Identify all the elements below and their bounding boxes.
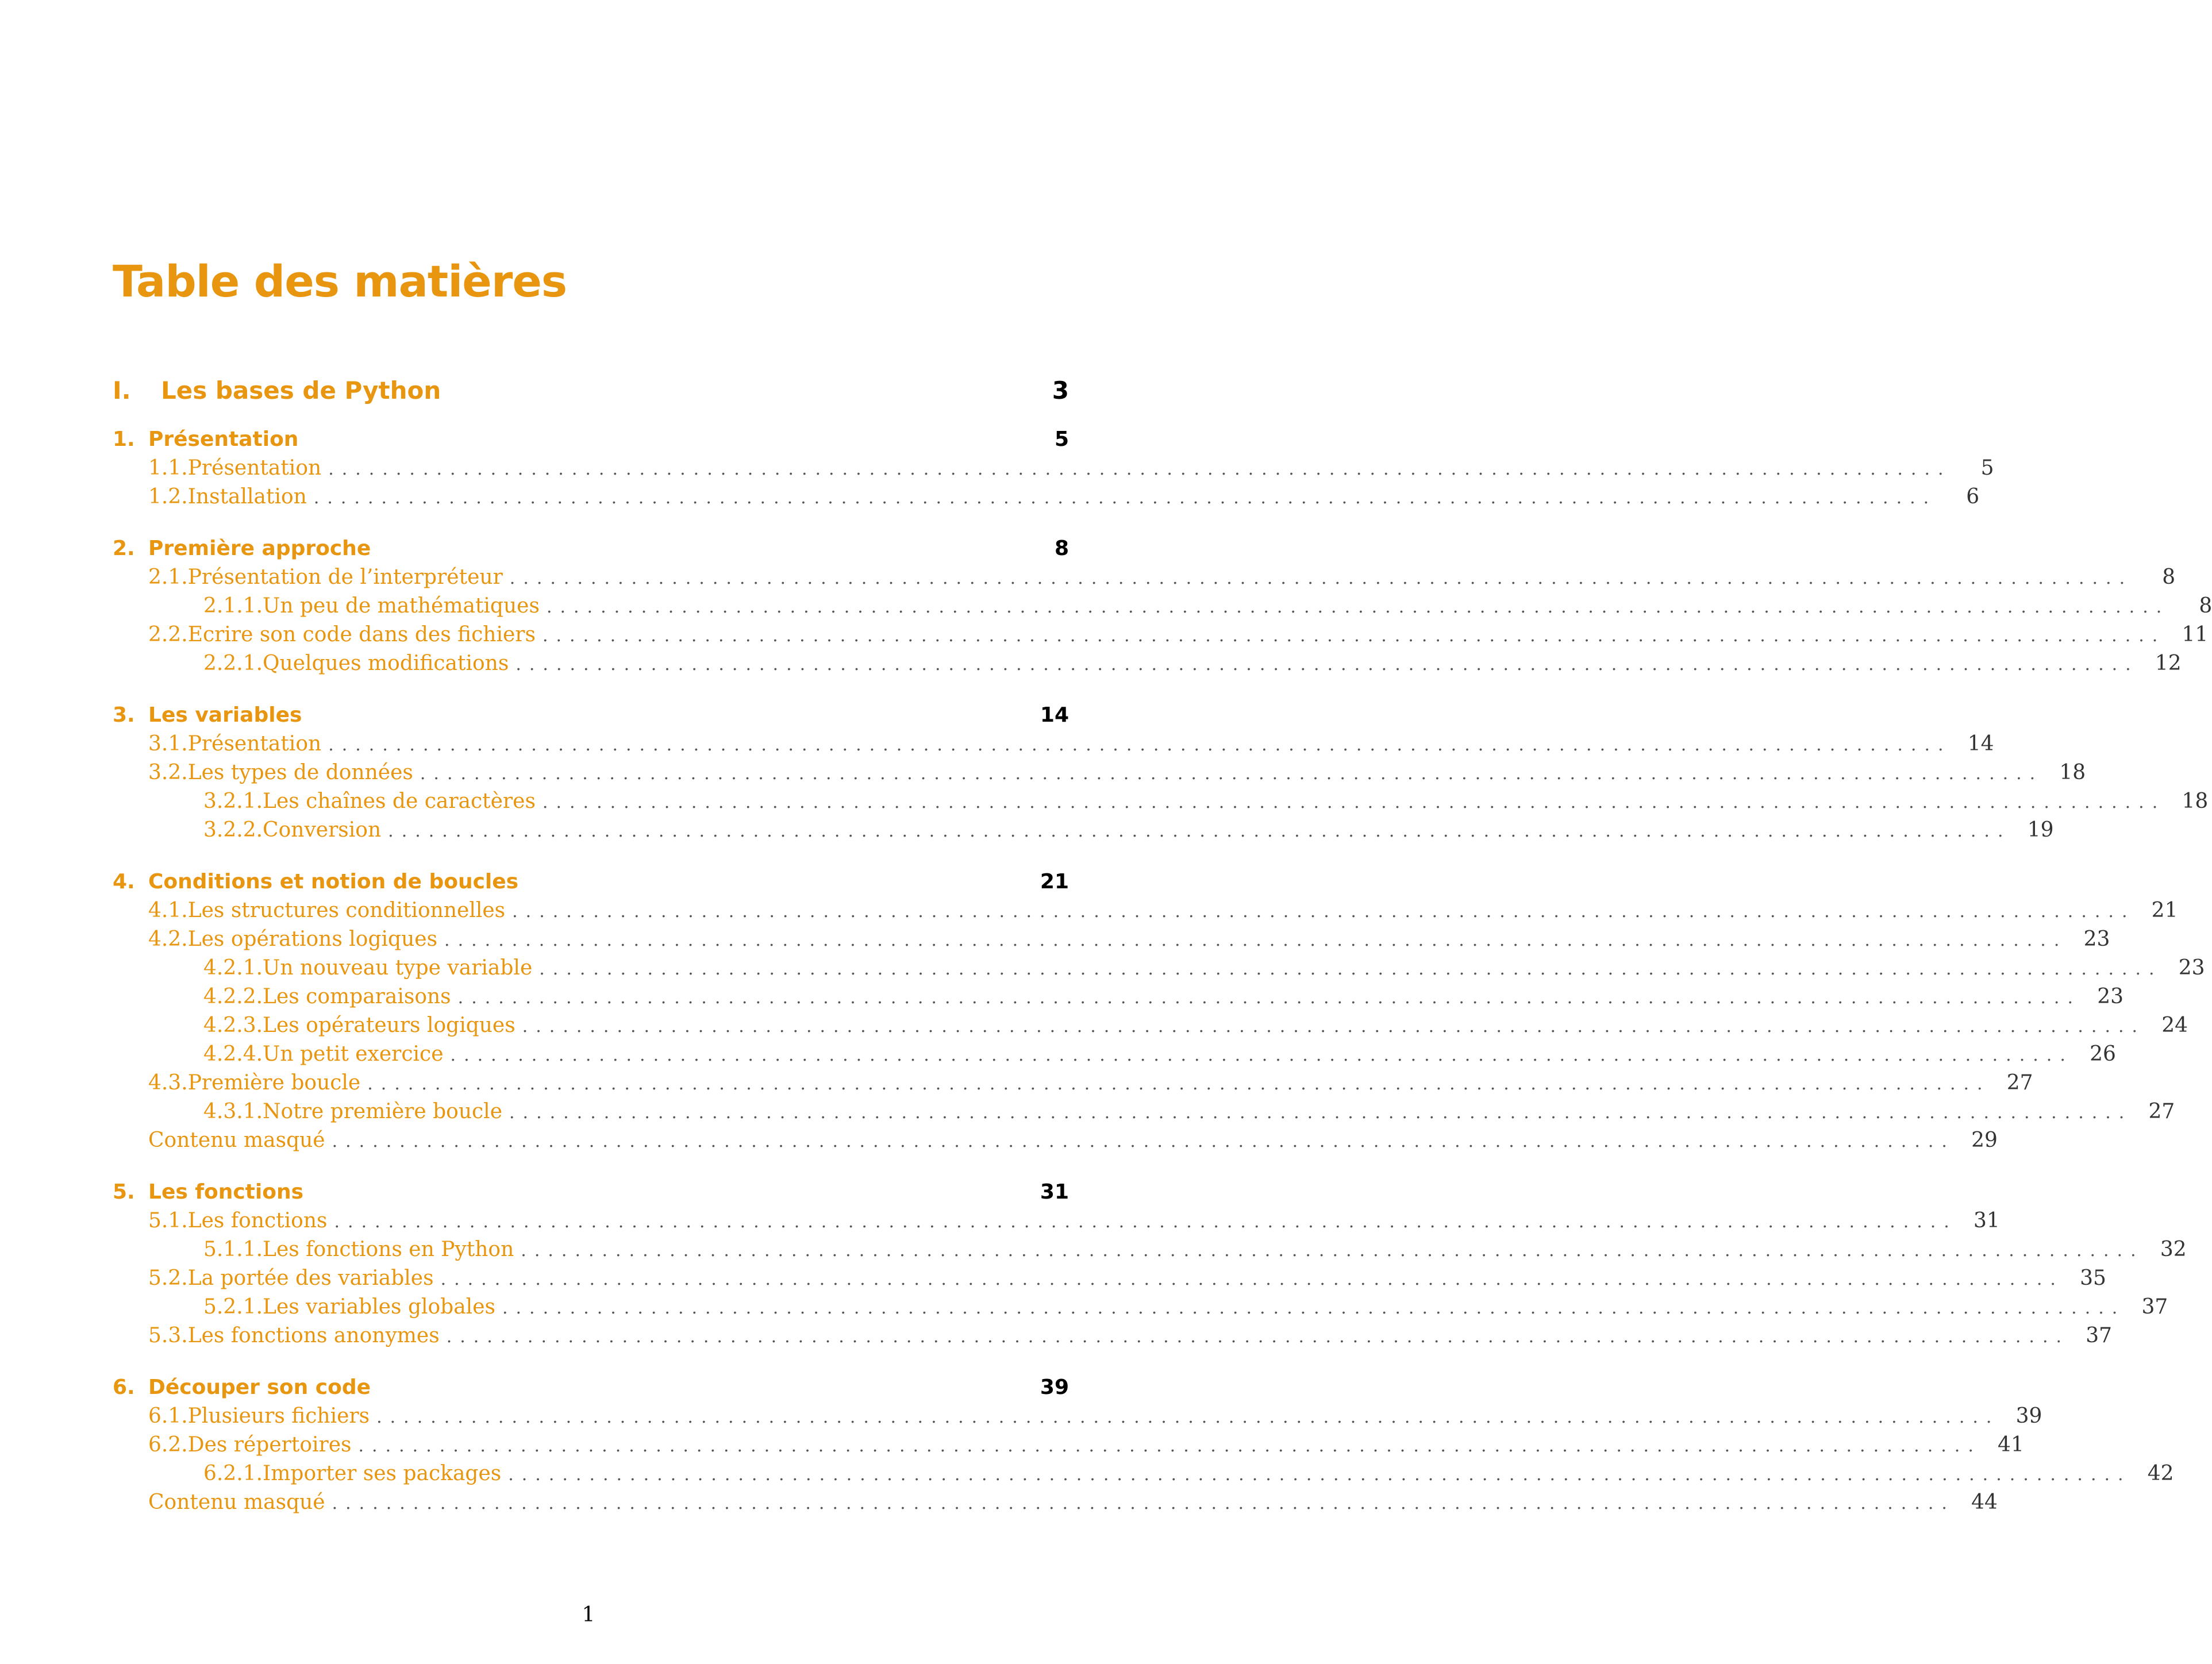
toc-entry[interactable] <box>113 1126 1998 1155</box>
dot-leader: ........................................................................................................................ <box>502 1298 2126 1318</box>
dot-leader: ........................................................................................................................ <box>420 764 2044 784</box>
entry-label: Présentation <box>187 456 322 480</box>
entry-number: 4.2.1. <box>203 956 263 980</box>
entry-page: 44 <box>1971 1490 1998 1514</box>
toc-entry[interactable] <box>113 1097 2175 1126</box>
entry-label: Première boucle <box>187 1071 361 1095</box>
entry-label: Conversion <box>263 818 382 842</box>
dot-leader: ........................................................................................................................ <box>388 821 2011 841</box>
toc-entry[interactable] <box>113 1322 2113 1350</box>
entry-label: Les opérations logiques <box>187 927 438 951</box>
entry-number: 4.3.1. <box>203 1100 263 1123</box>
toc-part[interactable] <box>113 376 1069 411</box>
entry-page: 42 <box>2147 1462 2174 1485</box>
toc-entry[interactable] <box>113 1488 1998 1517</box>
toc-entry[interactable] <box>113 649 2182 678</box>
entry-label: Contenu masqué <box>148 1128 325 1152</box>
chapter-number: 1. <box>113 427 135 451</box>
entry-page: 27 <box>2148 1100 2175 1123</box>
toc-entry[interactable] <box>113 954 2205 983</box>
entry-page: 32 <box>2160 1238 2187 1261</box>
entry-label: Les fonctions en Python <box>263 1238 514 1261</box>
dot-leader: ........................................................................................................................ <box>508 1465 2132 1485</box>
toc-entry[interactable] <box>113 787 2209 816</box>
entry-number: 4.2. <box>148 927 188 951</box>
entry-page: 6 <box>1966 485 1980 509</box>
entry-label: Importer ses packages <box>263 1462 502 1485</box>
entry-page: 18 <box>2059 761 2086 784</box>
chapter-title: Les fonctions <box>148 1180 304 1204</box>
dot-leader: ........................................................................................................................ <box>539 959 2163 979</box>
dot-leader: ........................................................................................................................ <box>522 1016 2146 1037</box>
chapter-heading[interactable] <box>113 868 1069 896</box>
entry-label: Un petit exercice <box>263 1042 444 1066</box>
entry-page: 26 <box>2090 1042 2116 1066</box>
entry-page: 12 <box>2155 652 2182 675</box>
entry-page: 39 <box>2015 1404 2042 1428</box>
entry-page: 14 <box>1967 732 1994 756</box>
entry-label: Contenu masqué <box>148 1490 325 1514</box>
page-number: 1 <box>582 1603 595 1627</box>
part-number: I. <box>113 376 131 405</box>
entry-page: 18 <box>2182 789 2209 813</box>
entry-label: Présentation de l’interpréteur <box>187 565 503 589</box>
chapter-heading[interactable] <box>113 701 1069 730</box>
toc-entry[interactable] <box>113 896 2178 925</box>
entry-page: 27 <box>2006 1071 2033 1095</box>
entry-number: 5.1.1. <box>203 1238 263 1261</box>
toc-entry[interactable] <box>113 983 2123 1011</box>
dot-leader: ........................................................................................................................ <box>457 988 2081 1008</box>
toc-chapter <box>113 425 1994 511</box>
toc-entry[interactable] <box>113 1040 2116 1069</box>
toc-entry[interactable] <box>113 563 2176 592</box>
toc-entry[interactable] <box>113 1431 2024 1459</box>
entry-label: Les fonctions <box>187 1209 328 1232</box>
entry-number: 4.2.4. <box>203 1042 263 1066</box>
entry-page: 21 <box>2151 899 2178 922</box>
entry-number: 3.2. <box>148 761 188 784</box>
chapter-number: 3. <box>113 703 135 727</box>
entry-page: 37 <box>2141 1295 2168 1319</box>
entry-label: Installation <box>187 485 307 509</box>
entry-label: Ecrire son code dans des fichiers <box>187 623 536 646</box>
entry-page: 23 <box>2097 985 2123 1008</box>
dot-leader: ........................................................................................................................ <box>334 1212 1957 1232</box>
entry-label: Plusieurs fichiers <box>187 1404 370 1428</box>
entry-number: 4.3. <box>148 1071 188 1095</box>
dot-leader: ........................................................................................................................ <box>542 626 2166 646</box>
entry-number: 6.2. <box>148 1433 188 1457</box>
dot-leader: ........................................................................................................................ <box>358 1436 1982 1456</box>
entry-label: Un nouveau type variable <box>263 956 533 980</box>
dot-leader: ........................................................................................................................ <box>328 459 1952 479</box>
entry-number: 1.2. <box>148 485 188 509</box>
entry-label: Les variables globales <box>263 1295 495 1319</box>
entry-number: 4.1. <box>148 899 188 922</box>
page-title: Table des matières <box>113 256 567 307</box>
entry-page: 19 <box>2027 818 2054 842</box>
dot-leader: ........................................................................................................................ <box>446 1327 2070 1347</box>
entry-number: 6.1. <box>148 1404 188 1428</box>
chapter-title: Première approche <box>148 537 371 560</box>
dot-leader: ........................................................................................................................ <box>313 488 1937 508</box>
dot-leader: ........................................................................................................................ <box>444 930 2068 950</box>
chapter-title: Présentation <box>148 427 299 451</box>
dot-leader: ........................................................................................................................ <box>509 1103 2133 1123</box>
entry-page: 11 <box>2182 623 2209 646</box>
entry-number: 2.2. <box>148 623 188 646</box>
entry-page: 23 <box>2083 927 2110 951</box>
entry-label: Les opérateurs logiques <box>263 1014 516 1037</box>
chapter-page: 31 <box>1040 1180 1069 1204</box>
entry-number: 3.2.1. <box>203 789 263 813</box>
chapter-heading[interactable] <box>113 425 1069 454</box>
entry-page: 24 <box>2161 1014 2188 1037</box>
dot-leader: ........................................................................................................................ <box>542 792 2166 812</box>
toc-entry[interactable] <box>113 1264 2106 1293</box>
entry-label: Des répertoires <box>187 1433 352 1457</box>
chapter-page: 21 <box>1040 870 1069 893</box>
chapter-page: 14 <box>1040 703 1069 727</box>
dot-leader: ........................................................................................................................ <box>328 735 1952 755</box>
dot-leader: ........................................................................................................................ <box>516 654 2139 675</box>
entry-page: 5 <box>1980 456 1994 480</box>
chapter-title: Les variables <box>148 703 302 727</box>
dot-leader: ........................................................................................................................ <box>521 1241 2144 1261</box>
chapter-title: Conditions et notion de boucles <box>148 870 519 893</box>
entry-label: Les comparaisons <box>263 985 451 1008</box>
toc-entry[interactable] <box>113 730 1994 758</box>
entry-page: 37 <box>2086 1324 2113 1347</box>
entry-number: 5.2. <box>148 1266 188 1290</box>
chapter-number: 5. <box>113 1180 135 1204</box>
toc-entry[interactable] <box>113 758 2086 787</box>
entry-label: Les structures conditionnelles <box>187 899 506 922</box>
entry-number: 2.1. <box>148 565 188 589</box>
dot-leader: ........................................................................................................................ <box>440 1269 2064 1289</box>
toc-entry[interactable] <box>113 1011 2188 1040</box>
entry-label: Un peu de mathématiques <box>263 594 540 618</box>
toc-entry[interactable] <box>113 1459 2174 1488</box>
part-page: 3 <box>1052 376 1069 405</box>
toc-entry[interactable] <box>113 454 1994 483</box>
entry-label: Les chaînes de caractères <box>263 789 536 813</box>
chapter-title: Découper son code <box>148 1376 371 1399</box>
entry-label: La portée des variables <box>187 1266 434 1290</box>
entry-page: 29 <box>1971 1128 1998 1152</box>
toc-entry[interactable] <box>113 483 1980 511</box>
toc-chapter <box>113 534 2212 678</box>
entry-page: 35 <box>2080 1266 2106 1290</box>
entry-number: 2.1.1. <box>203 594 263 618</box>
entry-label: Notre première boucle <box>263 1100 502 1123</box>
entry-number: 6.2.1. <box>203 1462 263 1485</box>
table-of-contents <box>113 425 2212 1517</box>
entry-label: Les types de données <box>187 761 413 784</box>
toc-entry[interactable] <box>113 1235 2187 1264</box>
dot-leader: ........................................................................................................................ <box>450 1045 2073 1065</box>
dot-leader: ........................................................................................................................ <box>546 597 2170 617</box>
toc-entry[interactable] <box>113 1293 2168 1322</box>
entry-number: 4.2.2. <box>203 985 263 1008</box>
dot-leader: ........................................................................................................................ <box>332 1131 1955 1151</box>
entry-number: 5.3. <box>148 1324 188 1347</box>
dot-leader: ........................................................................................................................ <box>376 1407 2000 1427</box>
entry-number: 2.2.1. <box>203 652 263 675</box>
toc-entry[interactable] <box>113 621 2209 649</box>
entry-number: 1.1. <box>148 456 188 480</box>
part-title: Les bases de Python <box>161 376 441 405</box>
dot-leader: ........................................................................................................................ <box>367 1074 1991 1094</box>
entry-number: 4.2.3. <box>203 1014 263 1037</box>
chapter-heading[interactable] <box>113 534 1069 563</box>
chapter-heading[interactable] <box>113 1178 1069 1207</box>
chapter-page: 8 <box>1054 537 1069 560</box>
entry-label: Présentation <box>187 732 322 756</box>
entry-page: 41 <box>1998 1433 2024 1457</box>
entry-page: 23 <box>2178 956 2205 980</box>
toc-entry[interactable] <box>113 1402 2042 1431</box>
entry-label: Quelques modifications <box>263 652 509 675</box>
chapter-page: 39 <box>1040 1376 1069 1399</box>
entry-number: 5.2.1. <box>203 1295 263 1319</box>
dot-leader: ........................................................................................................................ <box>509 568 2133 588</box>
dot-leader: ........................................................................................................................ <box>332 1493 1955 1513</box>
toc-entry[interactable] <box>113 592 2212 621</box>
toc-chapter <box>113 1373 2174 1517</box>
toc-chapter <box>113 1178 2187 1350</box>
chapter-number: 6. <box>113 1376 135 1399</box>
toc-chapter <box>113 868 2205 1155</box>
entry-page: 8 <box>2199 594 2212 618</box>
entry-page: 8 <box>2162 565 2176 589</box>
dot-leader: ........................................................................................................................ <box>512 902 2136 922</box>
entry-label: Les fonctions anonymes <box>187 1324 440 1347</box>
entry-page: 31 <box>1974 1209 2000 1232</box>
entry-number: 5.1. <box>148 1209 188 1232</box>
toc-entry[interactable] <box>113 925 2110 954</box>
toc-chapter <box>113 701 2209 845</box>
toc-entry[interactable] <box>113 1207 2000 1235</box>
chapter-page: 5 <box>1054 427 1069 451</box>
chapter-heading[interactable] <box>113 1373 1069 1402</box>
toc-entry[interactable] <box>113 816 2054 845</box>
chapter-number: 4. <box>113 870 135 893</box>
toc-entry[interactable] <box>113 1069 2033 1097</box>
chapter-number: 2. <box>113 537 135 560</box>
entry-number: 3.2.2. <box>203 818 263 842</box>
entry-number: 3.1. <box>148 732 188 756</box>
